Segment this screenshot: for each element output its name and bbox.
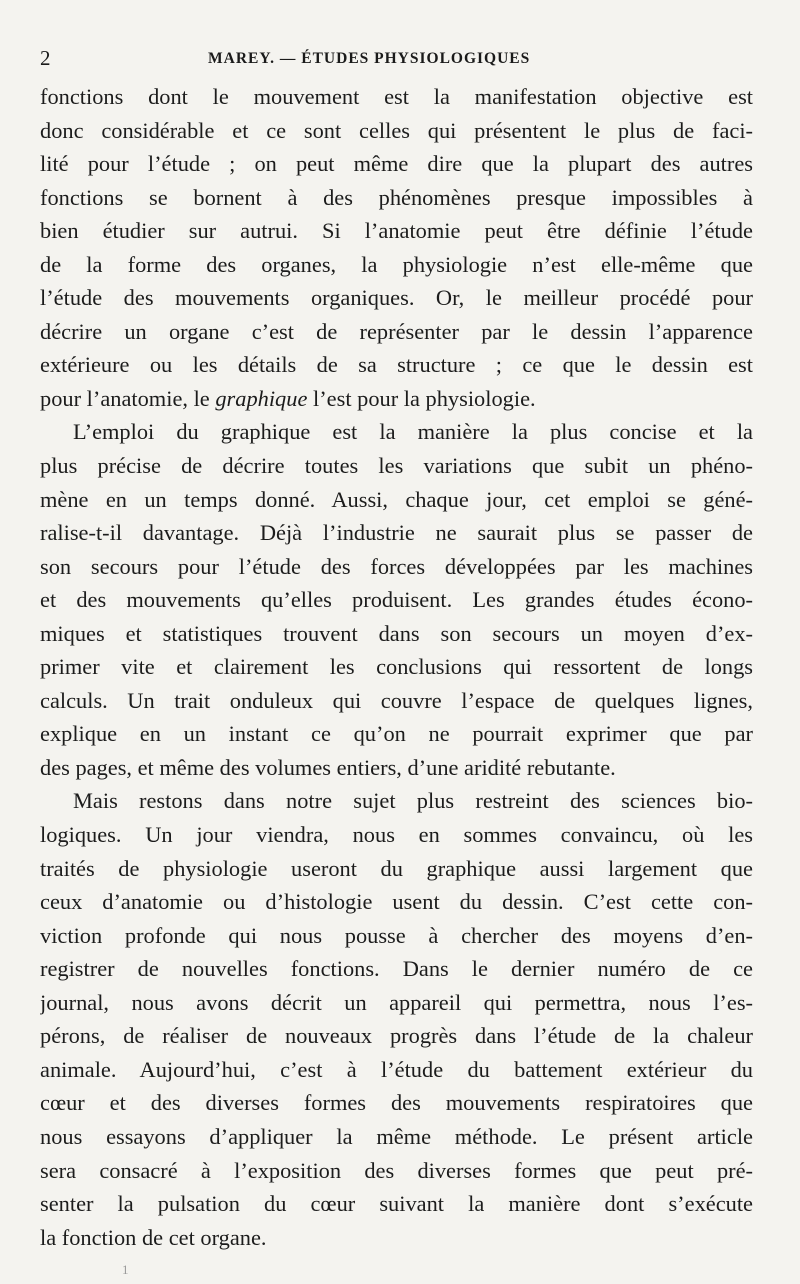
text-line: viction profonde qui nous pousse à chercher des moyens d’en- (40, 922, 753, 948)
text-line: Mais restons dans notre sujet plus restreint des sciences bio- (73, 788, 753, 814)
text-line: ralise-t-il davantage. Déjà l’industrie ne saurait plus se passer de (40, 520, 753, 546)
text-line: journal, nous avons décrit un appareil qui permettra, nous l’es- (40, 989, 753, 1015)
text-line: plus précise de décrire toutes les variations que subit un phéno- (40, 453, 753, 479)
text-line: calculs. Un trait onduleux qui couvre l’espace de quelques lignes, (40, 687, 753, 713)
paragraph-1 (40, 80, 753, 415)
text-line: décrire un organe c’est de représenter par le dessin l’apparence (40, 318, 753, 344)
paragraph-2 (40, 415, 753, 784)
body-text (40, 80, 753, 1254)
text-line: donc considérable et ce sont celles qui présentent le plus de faci- (40, 117, 753, 143)
text-line: extérieure ou les détails de sa structure ; ce que le dessin est (40, 352, 753, 378)
text-line: pérons, de réaliser de nouveaux progrès dans l’étude de la chaleur (40, 1023, 753, 1049)
text-line: L’emploi du graphique est la manière la plus concise et la (73, 419, 753, 445)
text-line: primer vite et clairement les conclusions qui ressortent de longs (40, 654, 753, 680)
text-line: la fonction de cet organe. (40, 1224, 267, 1250)
text-line: senter la pulsation du cœur suivant la manière dont s’exécute (40, 1191, 753, 1217)
text-segment: pour l’anatomie, le (40, 385, 216, 411)
page-number: 2 (40, 46, 51, 70)
text-line: explique en un instant ce qu’on ne pourrait exprimer que par (40, 721, 753, 747)
page-header (40, 46, 760, 72)
page-mark: 1 (122, 1262, 129, 1277)
text-line: bien étudier sur autrui. Si l’anatomie peut être définie l’étude (40, 218, 753, 244)
text-line: l’étude des mouvements organiques. Or, le meilleur procédé pour (40, 285, 753, 311)
text-line-with-emphasis (40, 382, 753, 416)
paragraph-3 (40, 784, 753, 1254)
text-line: miques et statistiques trouvent dans son secours un moyen d’ex- (40, 620, 753, 646)
text-line: de la forme des organes, la physiologie n’est elle-même que (40, 251, 753, 277)
text-line: fonctions se bornent à des phénomènes presque impossibles à (40, 184, 753, 210)
emphasized-word: graphique (215, 385, 308, 411)
text-line: mène en un temps donné. Aussi, chaque jour, cet emploi se géné- (40, 486, 753, 512)
text-line: traités de physiologie useront du graphique aussi largement que (40, 855, 753, 881)
text-line: et des mouvements qu’elles produisent. Les grandes études écono- (40, 587, 753, 613)
text-line: ceux d’anatomie ou d’histologie usent du dessin. C’est cette con- (40, 889, 753, 915)
text-line: cœur et des diverses formes des mouvements respiratoires que (40, 1090, 753, 1116)
text-line: logiques. Un jour viendra, nous en sommes convaincu, où les (40, 822, 753, 848)
text-line: fonctions dont le mouvement est la manifestation objective est (40, 84, 753, 109)
text-line: nous essayons d’appliquer la même méthode. Le présent article (40, 1123, 753, 1149)
running-title: MAREY. — ÉTUDES PHYSIOLOGIQUES (208, 50, 531, 67)
text-segment: l’est pour la physiologie. (307, 385, 536, 411)
text-line: des pages, et même des volumes entiers, d’une aridité rebutante. (40, 754, 616, 780)
text-line: lité pour l’étude ; on peut même dire que la plupart des autres (40, 151, 753, 177)
text-line: son secours pour l’étude des forces développées par les machines (40, 553, 753, 579)
text-line: animale. Aujourd’hui, c’est à l’étude du battement extérieur du (40, 1056, 753, 1082)
text-line: sera consacré à l’exposition des diverses formes que peut pré- (40, 1157, 753, 1183)
text-line: registrer de nouvelles fonctions. Dans le dernier numéro de ce (40, 956, 753, 982)
